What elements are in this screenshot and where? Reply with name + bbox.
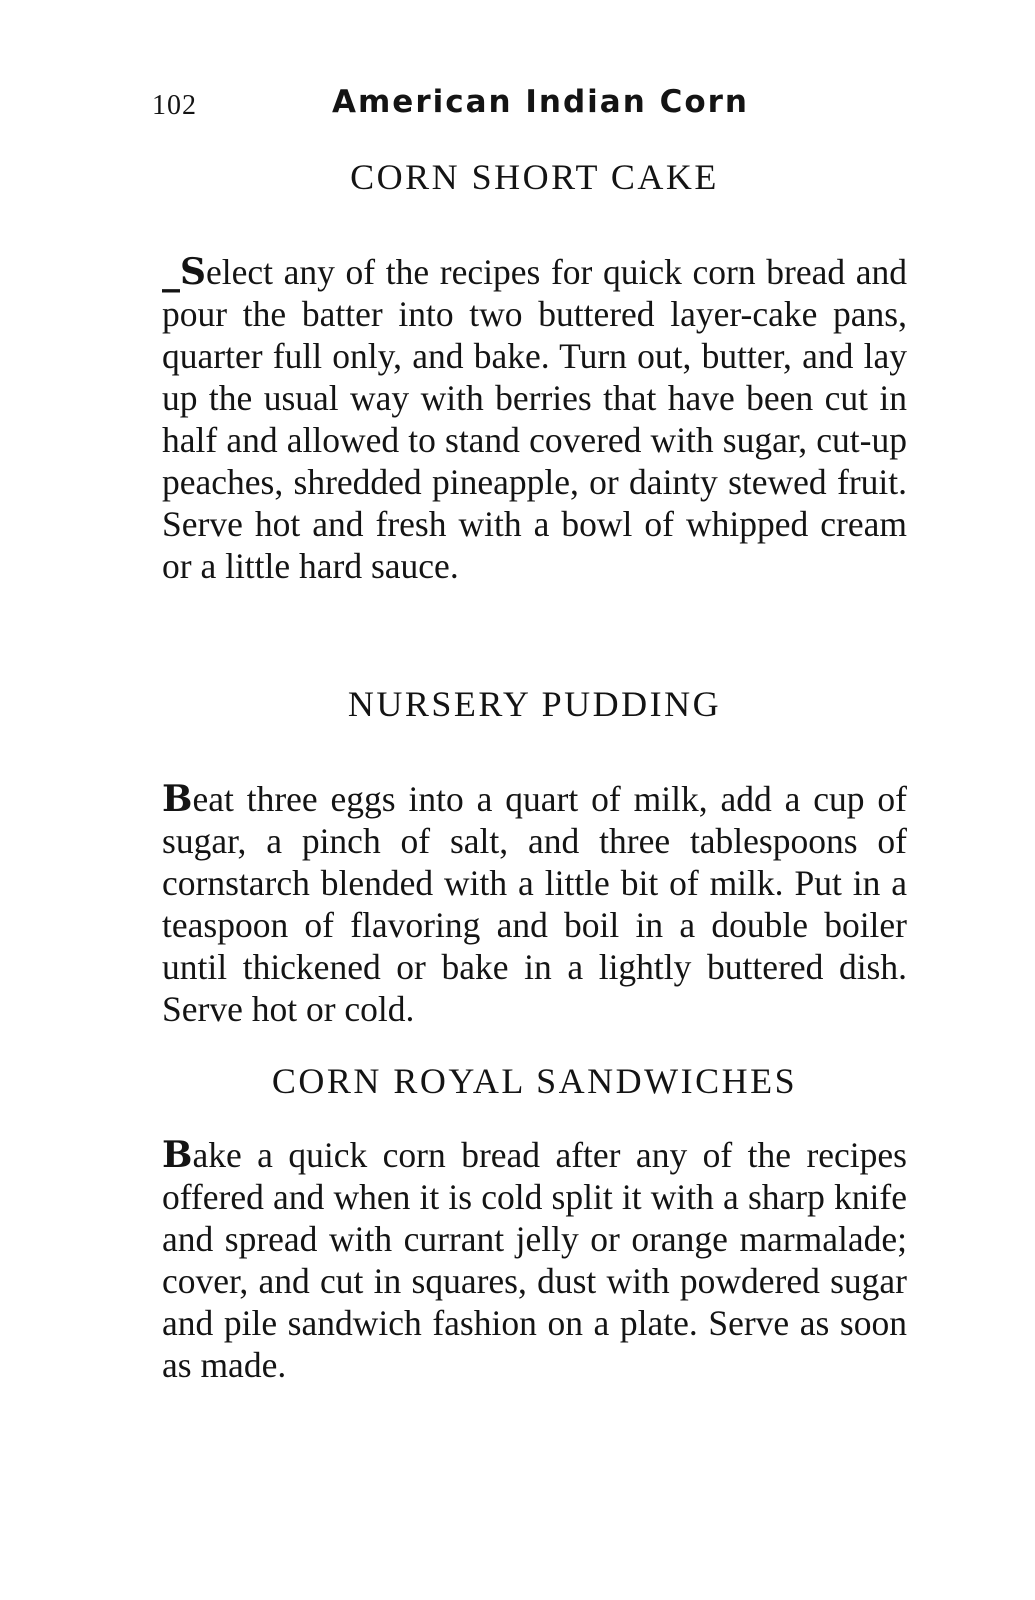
recipe-body <box>162 1134 907 1386</box>
recipe-title: NURSERY PUDDING <box>347 684 722 724</box>
recipe-nursery-pudding <box>162 683 907 1030</box>
drop-cap: B <box>162 1134 193 1176</box>
recipe-corn-royal-sandwiches <box>162 1060 907 1386</box>
drop-cap: _S <box>162 251 206 293</box>
recipe-title: CORN ROYAL SANDWICHES <box>271 1061 798 1101</box>
book-title: American Indian Corn <box>332 84 749 120</box>
recipe-text: eat three eggs into a quart of milk, add a cup of sugar, a pinch of salt, and three tablespoons of cornstarch blended with a little bit of milk. Put in a teaspoon of flavoring and boil in a double boiler until thickened or bake in a lightly buttered dish. Serve hot or cold. <box>162 779 907 1029</box>
recipe-text: elect any of the recipes for quick corn bread and pour the batter into two buttered layer-cake pans, quarter full only, and bake. Turn out, butter, and lay up the usual way with berries that have been cut in half and allowed to stand covered with sugar, cut-up peaches, shredded pineapple, or dainty stewed fruit. Serve hot and fresh with a bowl of whipped cream or a little hard sauce. <box>162 252 907 586</box>
recipe-text: ake a quick corn bread after any of the recipes offered and when it is cold split it with a sharp knife and spread with currant jelly or orange marmalade; cover, and cut in squares, dust with powdered sugar and pile sandwich fashion on a plate. Serve as soon as made. <box>162 1135 907 1385</box>
running-head <box>152 84 912 124</box>
recipe-body <box>162 251 907 587</box>
recipe-corn-short-cake <box>162 156 907 587</box>
recipe-title: CORN SHORT CAKE <box>350 157 719 197</box>
drop-cap: B <box>162 778 193 820</box>
recipe-body <box>162 778 907 1030</box>
page-number: 102 <box>152 90 197 121</box>
